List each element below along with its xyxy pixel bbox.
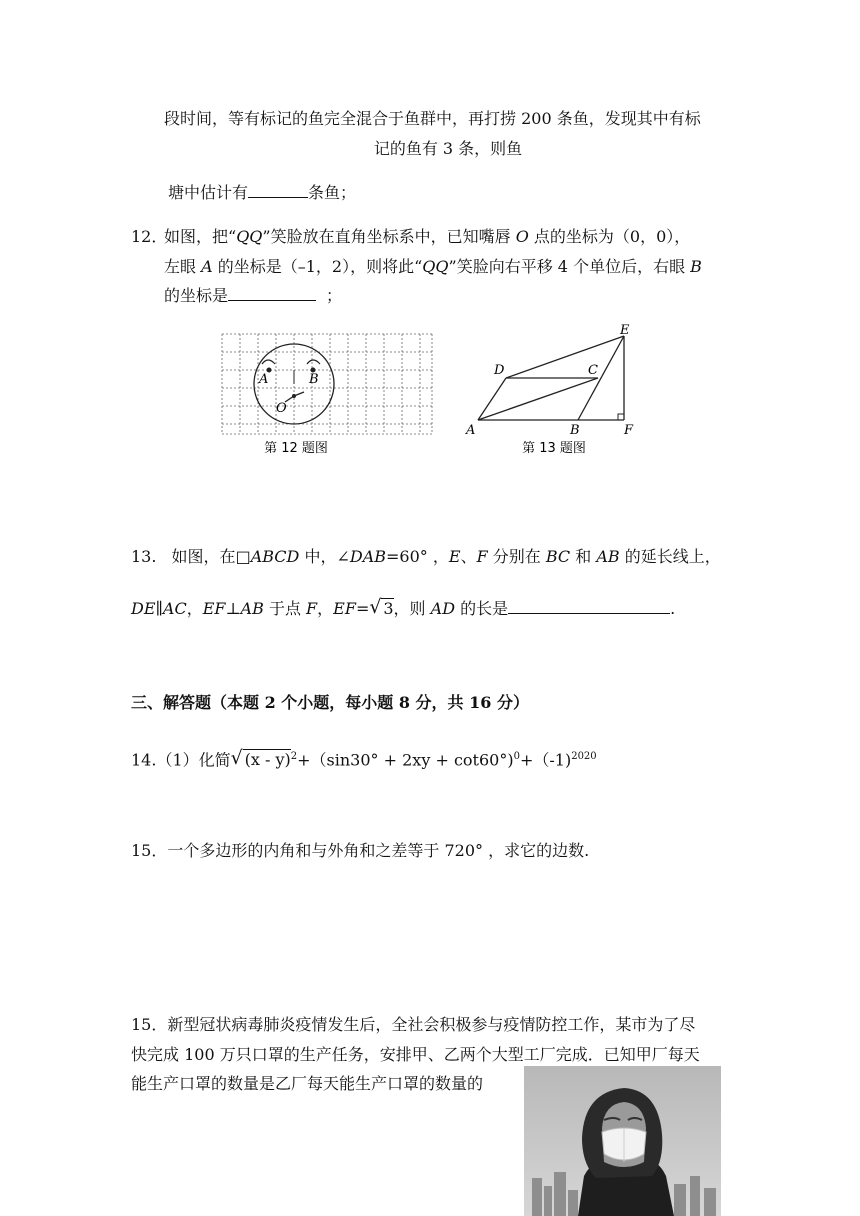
q15b-line1: [131, 1010, 695, 1040]
label-c: C: [588, 363, 598, 378]
perpendicular-symbol: ⊥: [225, 599, 241, 618]
sqrt-symbol: [231, 745, 291, 775]
figure-13: [462, 320, 652, 462]
q13-var: DE: [131, 599, 156, 618]
fig12-caption: 第 12 题图: [264, 441, 328, 456]
q12-text: ”笑脸向右平移 4 个单位后，右眼: [448, 257, 691, 276]
label-b: B: [309, 372, 319, 387]
q13-text: =: [355, 599, 370, 618]
q13-number: 13.: [131, 547, 157, 566]
q13-var: BC: [545, 547, 571, 566]
sqrt-radicand: 3: [383, 599, 394, 618]
segment-de: [506, 336, 624, 378]
q13-var: EF: [333, 599, 356, 618]
q12-text: 如图，把“: [164, 227, 237, 246]
q11-text-pre: 塘中估计有: [168, 183, 249, 202]
q12-text: 的坐标是: [164, 286, 229, 305]
segment-ad: [478, 378, 506, 420]
q13-var: ABCD: [250, 547, 300, 566]
q13-text: 分别在: [487, 547, 546, 566]
segment-ac: [478, 378, 598, 420]
label-a: A: [466, 423, 476, 438]
q15a-number: 15．: [131, 841, 168, 860]
q13-var: F: [476, 547, 488, 566]
q13-var: AC: [162, 599, 187, 618]
figure-12: [218, 330, 436, 462]
q11-line2: 记的鱼有 3 条，则鱼: [373, 139, 523, 158]
q11-line1: 段时间，等有标记的鱼完全混合于鱼群中，再打捞 200 条鱼，发现其中有标: [164, 109, 701, 128]
exponent: 2020: [571, 751, 597, 762]
q13-line1: [131, 542, 721, 572]
q13-text: 的长是: [455, 599, 509, 618]
q13-line2: [131, 594, 675, 624]
section-3-title: 三、解答题（本题 2 个小题，每小题 8 分，共 16 分）: [131, 693, 529, 712]
q13-text: 的延长线上，: [619, 547, 721, 566]
masked-person-photo: [524, 1066, 721, 1216]
q12-text: ；: [326, 286, 343, 305]
q13-var: EF: [202, 599, 226, 618]
q13-text: ，: [317, 599, 334, 618]
q12-line1: [164, 222, 690, 252]
q13-var: AB: [240, 599, 264, 618]
qq-label: QQ: [236, 227, 263, 246]
q15b-number: 15．: [131, 1015, 168, 1034]
q13-text: ，则: [393, 599, 431, 618]
q14-number: 14.: [131, 750, 157, 770]
q12-answer-blank[interactable]: [228, 282, 316, 301]
q13-text: 如图，在: [171, 547, 236, 566]
exponent: 2: [290, 751, 298, 762]
q13-text: 于点: [263, 599, 307, 618]
right-eyebrow: [307, 360, 320, 364]
point-a: A: [201, 257, 213, 276]
sqrt-radicand: (x - y): [244, 750, 291, 770]
fig13-caption: 第 13 题图: [522, 441, 586, 456]
q12-text: 点的坐标为（0，0），: [528, 227, 691, 246]
label-b: B: [570, 423, 580, 438]
q13-text: ，: [186, 599, 203, 618]
origin-point: [292, 394, 296, 398]
q12-line3: [164, 281, 342, 311]
q15b-line2: 快完成 100 万只口罩的生产任务，安排甲、乙两个大型工厂完成．已知甲厂每天: [131, 1045, 700, 1064]
q13-text: 、: [460, 547, 477, 566]
label-f: F: [624, 423, 634, 438]
q13-var: AB: [596, 547, 620, 566]
label-d: D: [494, 363, 505, 378]
q14-expression: +（-1): [519, 750, 572, 770]
q12-text: 左眼: [164, 257, 202, 276]
q13-var: E: [448, 547, 461, 566]
parallel-symbol: ∥: [155, 599, 163, 618]
q14-line: [131, 742, 597, 775]
q13-text: 中，∠: [299, 547, 350, 566]
q14-text: （1）化简: [156, 750, 231, 770]
q11-text-post: 条鱼；: [308, 183, 357, 202]
q13-text: 和: [570, 547, 597, 566]
q13-var: DAB: [349, 547, 387, 566]
q15b-line3: 能生产口罩的数量是乙厂每天能生产口罩的数量的: [131, 1074, 484, 1093]
right-angle-mark: [618, 414, 624, 420]
q12-line2: [164, 252, 702, 282]
parallelogram-symbol: □: [235, 547, 251, 566]
qq-label: QQ: [422, 257, 449, 276]
q15a-line: [131, 836, 589, 866]
sqrt-symbol: [369, 594, 393, 624]
exponent: 0: [513, 751, 520, 762]
point-o: O: [515, 227, 529, 246]
label-o: O: [276, 401, 287, 416]
q13-var: AD: [430, 599, 456, 618]
q13-var: F: [306, 599, 318, 618]
q11-line3: [168, 178, 356, 208]
q13-text: =60° ，: [386, 547, 449, 566]
q14-expression: +（sin30° + 2xy + cot60°): [297, 750, 514, 770]
point-b: B: [690, 257, 702, 276]
label-a: A: [259, 372, 269, 387]
q11-answer-blank[interactable]: [248, 179, 308, 198]
q13-answer-blank[interactable]: [508, 595, 670, 614]
q12-number: 12．: [131, 227, 168, 246]
left-eyebrow: [262, 360, 275, 364]
q12-text: ”笑脸放在直角坐标系中，已知嘴唇: [262, 227, 516, 246]
q13-text: .: [670, 599, 676, 618]
q12-text: 的坐标是（–1，2），则将此“: [212, 257, 423, 276]
q15b-text: 新型冠状病毒肺炎疫情发生后，全社会积极参与疫情防控工作，某市为了尽: [167, 1015, 696, 1034]
q15a-text: 一个多边形的内角和与外角和之差等于 720° ，求它的边数.: [167, 841, 590, 860]
label-e: E: [620, 323, 630, 338]
